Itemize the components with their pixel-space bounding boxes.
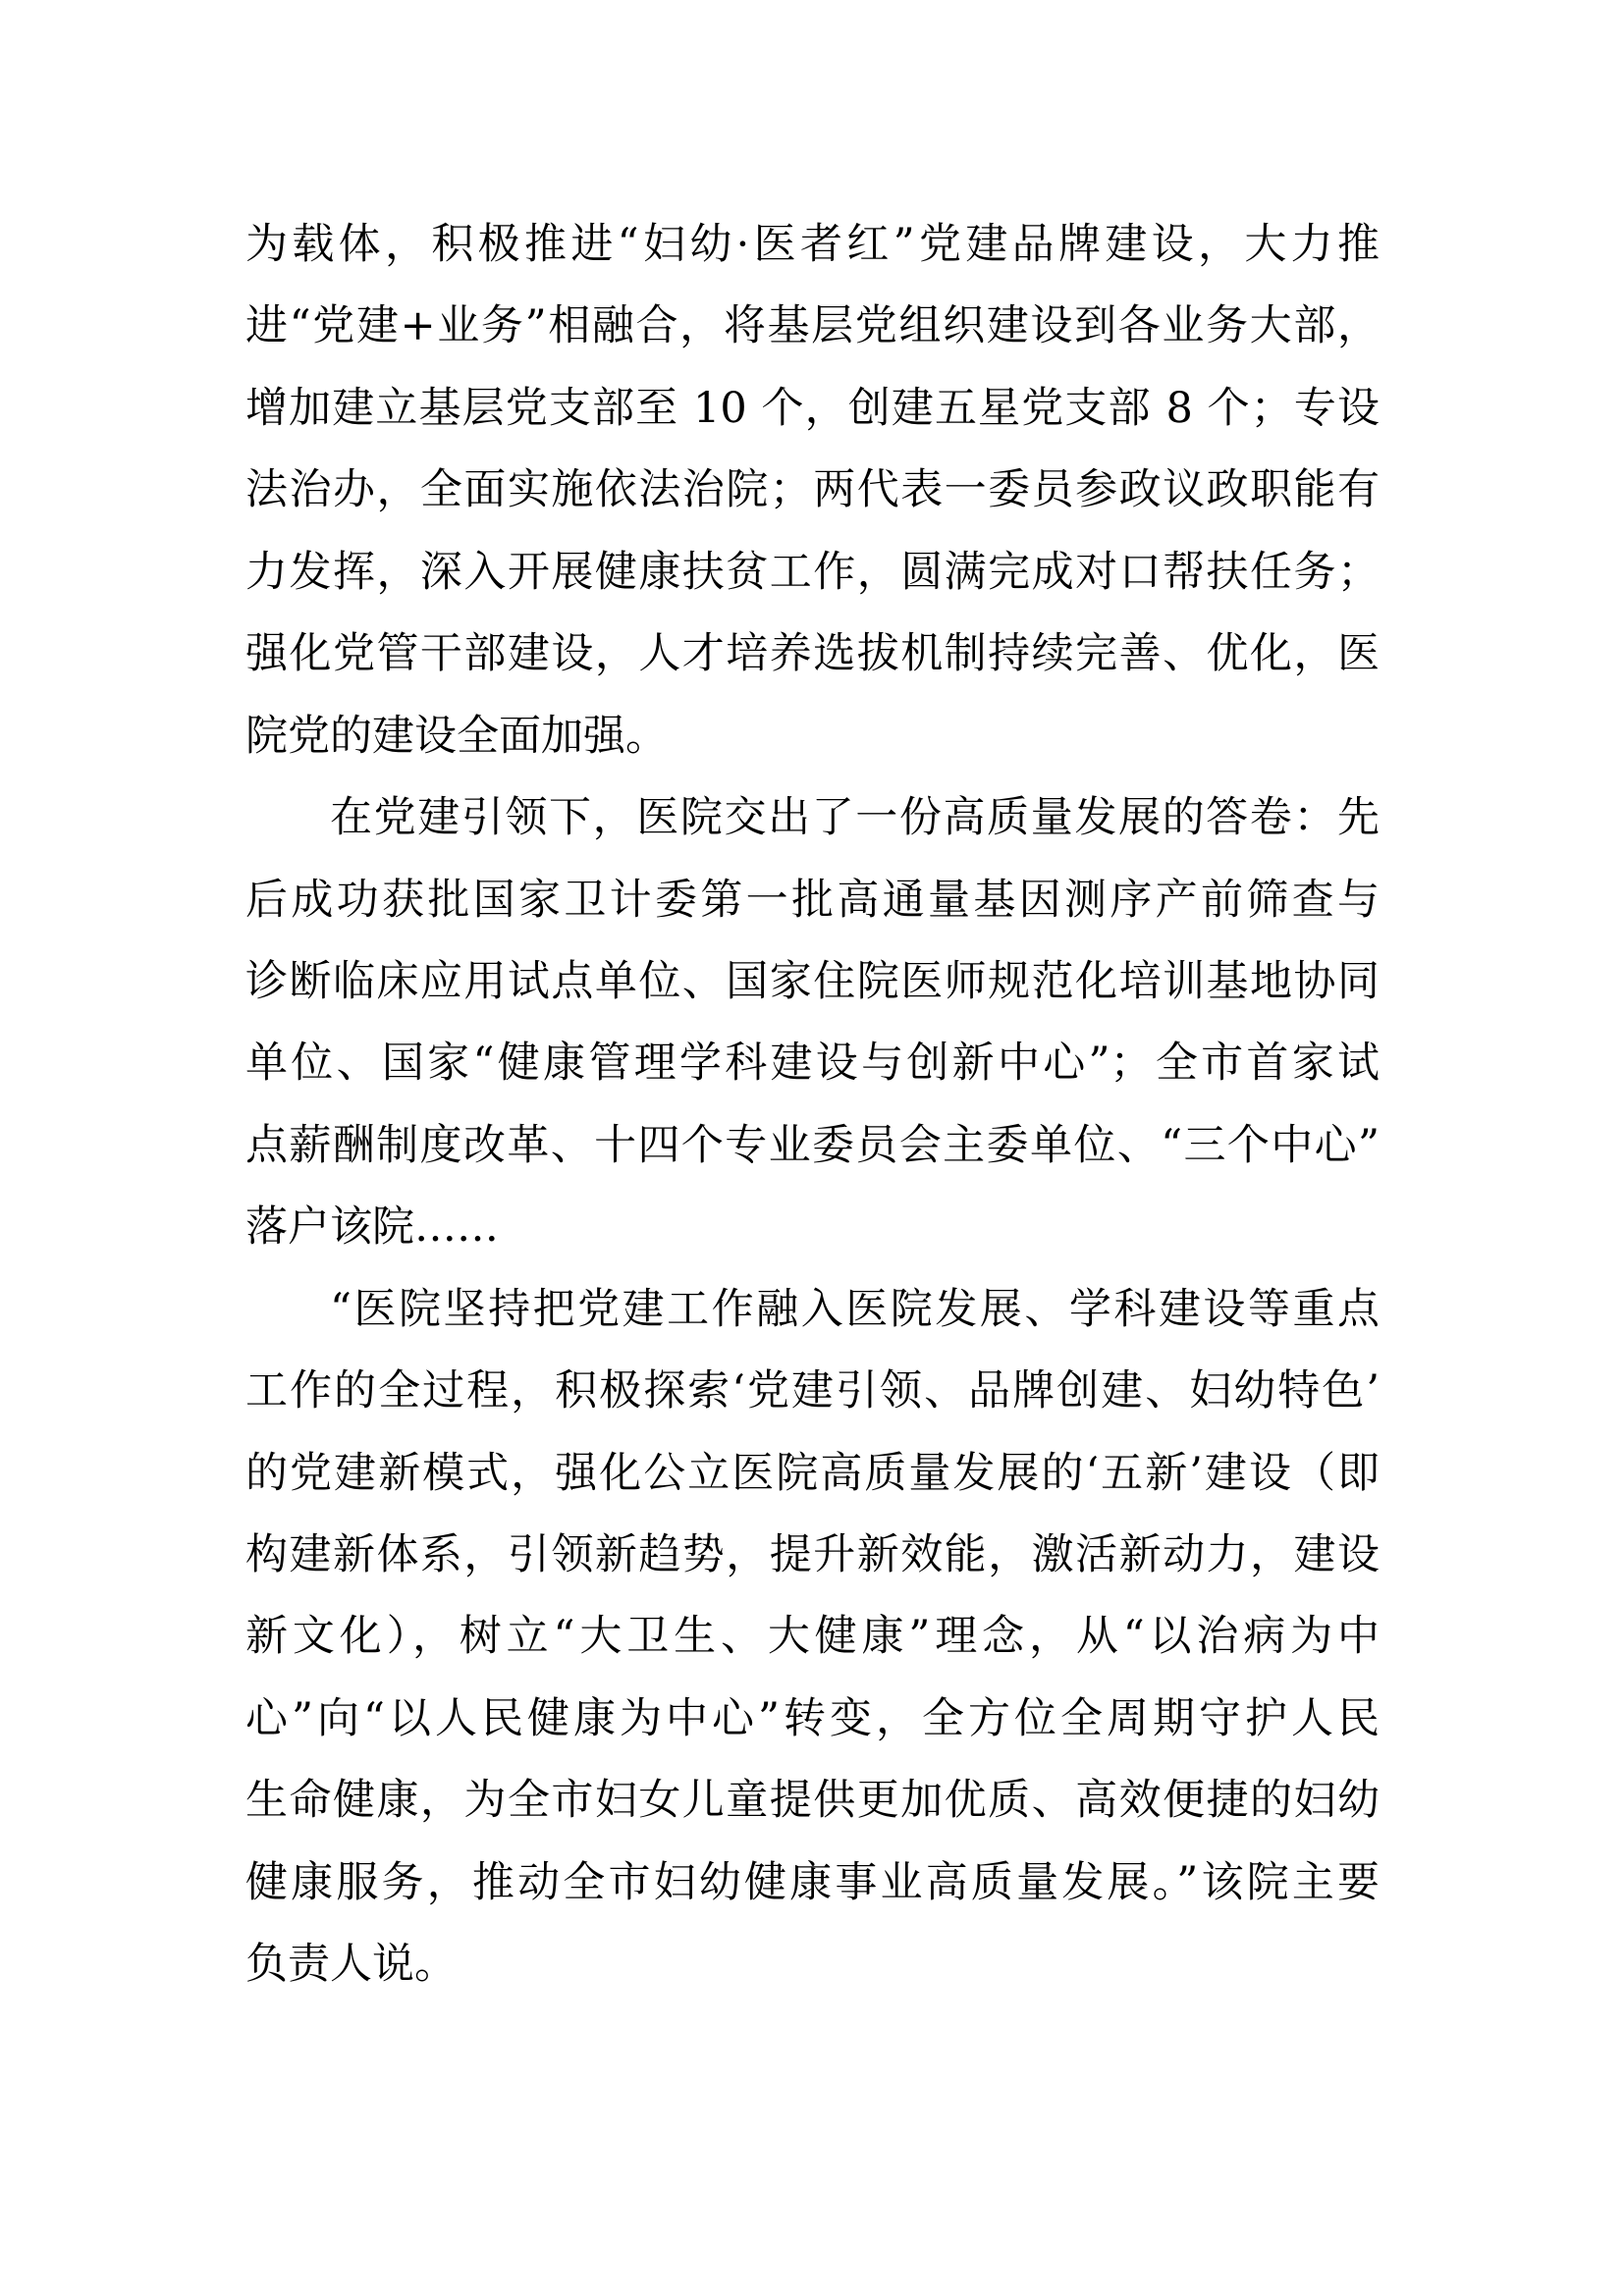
text-line: 负责人说。: [245, 1940, 457, 1990]
text-line: 点薪酬制度改革、十四个专业委员会主委单位、“三个中心”: [245, 1120, 1380, 1170]
text-line: 力发挥，深入开展健康扶贫工作，圆满完成对口帮扶任务；: [245, 547, 1380, 597]
text-line: 进“党建+业务”相融合，将基层党组织建设到各业务大部，: [245, 301, 1380, 351]
text-line: 新文化），树立“大卫生、大健康”理念，从“以治病为中: [245, 1612, 1380, 1662]
text-line: 构建新体系，引领新趋势，提升新效能，激活新动力，建设: [245, 1530, 1380, 1579]
text-block: [245, 204, 1380, 2006]
text-line: 生命健康，为全市妇女儿童提供更加优质、高效便捷的妇幼: [245, 1776, 1380, 1826]
text-line: 为载体，积极推进“妇幼·医者红”党建品牌建设，大力推: [245, 220, 1380, 269]
text-line: 单位、国家“健康管理学科建设与创新中心”；全市首家试: [245, 1039, 1380, 1089]
text-line: 增加建立基层党支部至 10 个，创建五星党支部 8 个；专设: [245, 383, 1380, 433]
text-line: 在党建引领下，医院交出了一份高质量发展的答卷：先: [330, 793, 1380, 843]
text-line: 后成功获批国家卫计委第一批高通量基因测序产前筛查与: [245, 875, 1380, 925]
text-line: 的党建新模式，强化公立医院高质量发展的‘五新’建设（即: [245, 1448, 1380, 1498]
text-line: 诊断临床应用试点单位、国家住院医师规范化培训基地协同: [245, 956, 1380, 1006]
text-line: 法治办，全面实施依法治院；两代表一委员参政议政职能有: [245, 465, 1380, 515]
text-line: “医院坚持把党建工作融入医院发展、学科建设等重点: [330, 1284, 1380, 1334]
text-line: 工作的全过程，积极探索‘党建引领、品牌创建、妇幼特色’: [245, 1366, 1380, 1416]
text-line: 健康服务，推动全市妇幼健康事业高质量发展。”该院主要: [245, 1857, 1380, 1907]
text-line: 强化党管干部建设，人才培养选拔机制持续完善、优化，医: [245, 629, 1380, 679]
text-line: 落户该院……: [245, 1202, 499, 1253]
text-line: 院党的建设全面加强。: [245, 711, 668, 761]
text-line: 心”向“以人民健康为中心”转变，全方位全周期守护人民: [245, 1693, 1380, 1743]
